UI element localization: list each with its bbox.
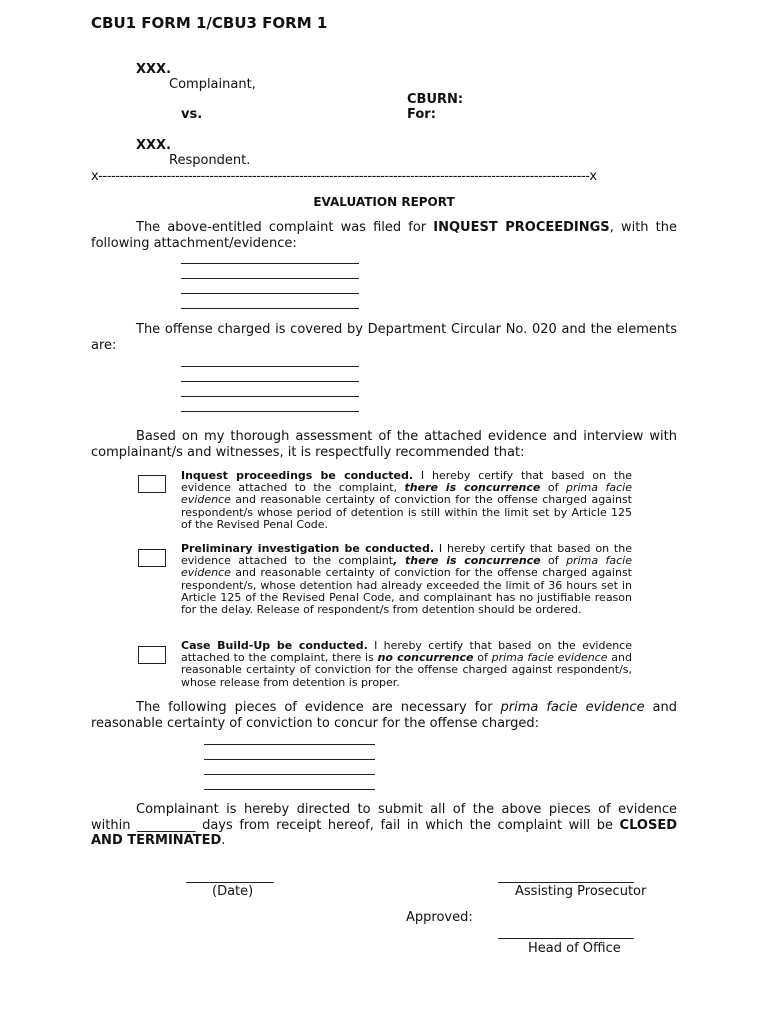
complainant-label: Complainant,	[169, 77, 256, 92]
days-blank[interactable]: _________	[137, 817, 196, 833]
necessary-evidence-line[interactable]	[204, 744, 375, 745]
para-submit-directive: Complainant is hereby directed to submit all of the above pieces of evidence within _________ days from receipt hereof, fail in which the complaint will be CLOSED AND TERMINATED.	[91, 802, 677, 848]
necessary-evidence-line[interactable]	[204, 759, 375, 760]
element-line[interactable]	[181, 366, 359, 367]
para-offense-charged: The offense charged is covered by Department Circular No. 020 and the elements are:	[91, 322, 677, 353]
para-inquest-filed: The above-entitled complaint was filed for INQUEST PROCEEDINGS, with the following attachment/evidence:	[91, 220, 677, 251]
option-preliminary-investigation: Preliminary investigation be conducted. I hereby certify that based on the evidence attached to the complaint, there is concurrence of prima facie evidence and reasonable certainty of conviction for the offense charged against respondent/s, whose detention had already exceeded the limit of 36 hours set in Article 125 of the Revised Penal Code, and complainant has no justifiable reason for the delay. Release of respondent/s from detention should be ordered.	[181, 542, 632, 617]
date-line[interactable]	[186, 882, 274, 883]
prosecutor-label: Assisting Prosecutor	[515, 884, 647, 899]
case-build-up-checkbox[interactable]	[138, 646, 166, 664]
caption-separator: x-------------------------------------------------------------------------------------------------------------------x	[91, 169, 597, 184]
respondent-name: XXX.	[136, 138, 172, 153]
vs-label: vs.	[181, 107, 203, 122]
head-signature-line[interactable]	[498, 938, 634, 939]
date-label: (Date)	[212, 884, 254, 899]
preliminary-investigation-checkbox[interactable]	[138, 549, 166, 567]
report-title: EVALUATION REPORT	[313, 195, 455, 209]
complainant-name: XXX.	[136, 62, 172, 77]
cburn-label: CBURN:	[407, 92, 464, 107]
attachment-line[interactable]	[181, 293, 359, 294]
inquest-checkbox[interactable]	[138, 475, 166, 493]
prosecutor-signature-line[interactable]	[498, 882, 634, 883]
option-case-build-up: Case Build-Up be conducted. I hereby certify that based on the evidence attached to the complaint, there is no concurrence of prima facie evidence and reasonable certainty of conviction for the offense charged against respondent/s, whose release from detention is proper.	[181, 639, 633, 689]
para-evidence-necessary: The following pieces of evidence are necessary for prima facie evidence and reasonable certainty of conviction to concur for the offense charged:	[91, 700, 678, 731]
respondent-label: Respondent.	[169, 153, 251, 168]
for-label: For:	[407, 107, 436, 122]
element-line[interactable]	[181, 411, 359, 412]
attachment-line[interactable]	[181, 308, 359, 309]
element-line[interactable]	[181, 381, 359, 382]
necessary-evidence-line[interactable]	[204, 774, 375, 775]
head-of-office-label: Head of Office	[528, 941, 621, 956]
approved-label: Approved:	[406, 910, 473, 925]
option-inquest: Inquest proceedings be conducted. I hereby certify that based on the evidence attached to the complaint, there is concurrence of prima facie evidence and reasonable certainty of conviction for the offense charged against respondent/s whose period of detention is still within the limit set by Article 125 of the Revised Penal Code.	[181, 469, 632, 531]
necessary-evidence-line[interactable]	[204, 789, 375, 790]
element-line[interactable]	[181, 396, 359, 397]
para-assessment: Based on my thorough assessment of the attached evidence and interview with complainant/s and witnesses, it is respectfully recommended that:	[91, 429, 677, 460]
form-title: CBU1 FORM 1/CBU3 FORM 1	[91, 14, 328, 32]
attachment-line[interactable]	[181, 263, 359, 264]
attachment-line[interactable]	[181, 278, 359, 279]
